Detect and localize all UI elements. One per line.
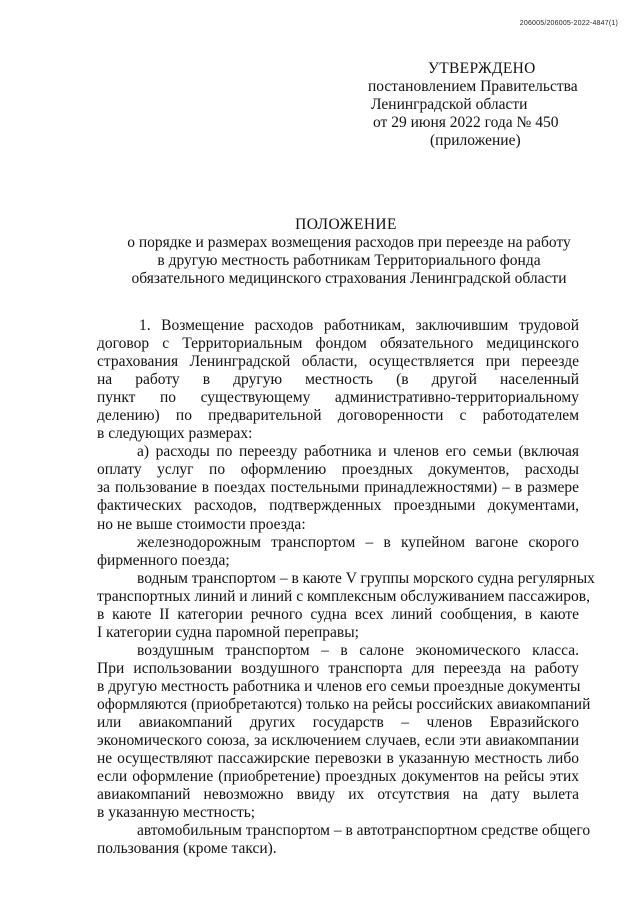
approval-line: постановлением Правительства: [368, 78, 578, 95]
body-line: 1. Возмещение расходов работникам, заключившим трудовой: [139, 317, 579, 334]
body-line: фирменного поезда;: [97, 551, 230, 569]
body-line: водным транспортом – в каюте V группы морского судна регулярных: [137, 569, 595, 587]
body-line: или авиакомпаний других государств – членов Евразийского: [97, 714, 579, 732]
body-line: в следующих размерах:: [97, 425, 253, 443]
body-line: в каюте II категории речного судна всех линий сообщения, в каюте: [97, 605, 579, 623]
body-line: за пользование в поездах постельными принадлежностями) – в размере: [97, 479, 579, 497]
approval-line: Ленинградской области: [371, 96, 528, 113]
body-line: делению) по предварительной договоренности с работодателем: [97, 407, 579, 425]
body-line: авиакомпаний невозможно ввиду их отсутствия на дату вылета: [97, 786, 579, 804]
title-subline: обязательного медицинского страхования Ленинградской области: [131, 270, 567, 287]
title-subline: в другую местность работникам Территориального фонда: [157, 252, 541, 269]
body-line: страхования Ленинградской области, осуществляется при переезде: [97, 353, 579, 371]
body-line: не осуществляют пассажирские перевозки в указанную местность либо: [97, 750, 579, 768]
document-title: [0, 216, 640, 288]
body-line: в указанную местность;: [97, 804, 256, 822]
body-line: договор с Территориальным фондом обязательного медицинского: [97, 335, 579, 353]
body-line: в другую местность работника и членов его семьи проездные документы: [97, 677, 581, 695]
body-line: транспортных линий и линий с комплексным обслуживанием пассажиров,: [97, 587, 590, 605]
body-line: автомобильным транспортом – в автотранспортном средстве общего: [137, 822, 591, 840]
body-line: если оформление (приобретение) проездных документов на рейсы этих: [97, 768, 579, 786]
title-heading: ПОЛОЖЕНИЕ: [295, 216, 397, 233]
approval-note: (приложение): [430, 132, 521, 149]
approval-date-number: от 29 июня 2022 года № 450: [373, 114, 559, 131]
body-line: экономического союза, за исключением случаев, если эти авиакомпании: [97, 732, 579, 750]
body-line: пункт по существующему административно-территориальному: [97, 389, 579, 407]
body-line: пользования (кроме такси).: [97, 840, 277, 858]
body-line: железнодорожным транспортом – в купейном вагоне скорого: [137, 533, 579, 551]
body-line: оформляются (приобретаются) только на рейсы российских авиакомпаний: [97, 695, 591, 713]
document-body: [97, 317, 595, 858]
body-line: I категории судна паромной переправы;: [97, 623, 359, 641]
body-line: воздушным транспортом – в салоне экономического класса.: [137, 641, 579, 659]
title-subline: о порядке и размерах возмещения расходов при переезде на работу: [127, 234, 571, 251]
body-line: а) расходы по переезду работника и членов его семьи (включая: [137, 443, 579, 461]
body-line: фактических расходов, подтвержденных проездными документами,: [97, 497, 579, 515]
body-line: на работу в другую местность (в другой населенный: [97, 371, 579, 389]
body-line: но не выше стоимости проезда:: [97, 515, 306, 533]
approval-stamp: [368, 60, 598, 150]
body-line: При использовании воздушного транспорта для переезда на работу: [97, 659, 579, 677]
body-line: оплату услуг по оформлению проездных документов, расходы: [97, 461, 579, 479]
approval-heading: УТВЕРЖДЕНО: [428, 60, 536, 77]
document-id: 206005/206005-2022-4847(1): [519, 20, 618, 27]
